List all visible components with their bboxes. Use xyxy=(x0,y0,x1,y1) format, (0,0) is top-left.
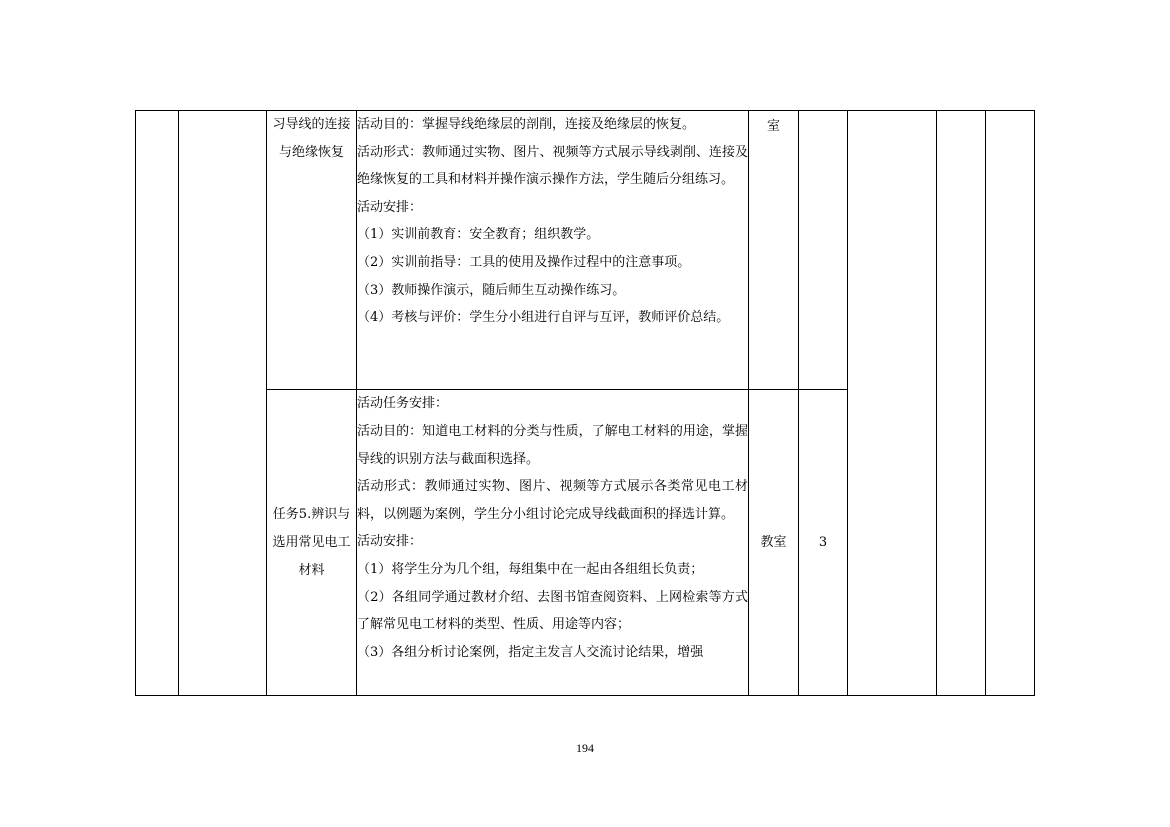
activity-content-cell xyxy=(357,390,749,696)
content-line: 活动形式：教师通过实物、图片、视频等方式展示各类常见电工材料，以例题为案例，学生分小组讨论完成导线截面积的择选计算。 xyxy=(357,479,748,522)
course-plan-table xyxy=(135,110,1035,696)
col-7-cell xyxy=(848,111,937,696)
activity-content-cell xyxy=(357,111,749,390)
content-line: （3）各组分析讨论案例，指定主发言人交流讨论结果，增强 xyxy=(357,644,704,660)
hours-cell: 3 xyxy=(799,390,848,696)
col-8-cell xyxy=(937,111,986,696)
task-cell: 任务5.辨识与选用常见电工材料 xyxy=(267,390,357,696)
content-line: 活动安排： xyxy=(357,534,423,550)
hours-cell xyxy=(799,111,848,390)
content-line: 活动任务安排： xyxy=(357,396,449,412)
content-line: 活动目的：知道电工材料的分类与性质，了解电工材料的用途，掌握导线的识别方法与截面积选择。 xyxy=(357,424,748,467)
content-line: （2）实训前指导：工具的使用及操作过程中的注意事项。 xyxy=(357,254,691,270)
content-line: 活动安排： xyxy=(357,199,423,215)
content-line: （1）将学生分为几个组，每组集中在一起由各组组长负责； xyxy=(357,562,704,578)
content-line: 活动目的：掌握导线绝缘层的剖削，连接及绝缘层的恢复。 xyxy=(357,117,696,132)
col-9-cell xyxy=(986,111,1035,696)
content-line: （3）教师操作演示，随后师生互动操作练习。 xyxy=(357,282,626,298)
location-cell: 教室 xyxy=(749,390,799,696)
col-1-cell xyxy=(136,111,179,696)
table-row xyxy=(136,111,1035,390)
col-2-cell xyxy=(179,111,267,696)
content-line: （1）实训前教育：安全教育；组织教学。 xyxy=(357,227,600,243)
content-line: （2）各组同学通过教材介绍、去图书馆查阅资料、上网检索等方式了解常见电工材料的类型、性质、用途等内容； xyxy=(357,589,748,633)
page-number: 194 xyxy=(576,741,594,755)
task-cell: 习导线的连接与绝缘恢复 xyxy=(267,111,357,390)
location-cell: 室 xyxy=(749,111,799,390)
content-line: （4）考核与评价：学生分小组进行自评与互评，教师评价总结。 xyxy=(357,310,730,326)
content-line: 活动形式：教师通过实物、图片、视频等方式展示导线剥削、连接及绝缘恢复的工具和材料并操作演示操作方法，学生随后分组练习。 xyxy=(357,144,748,188)
